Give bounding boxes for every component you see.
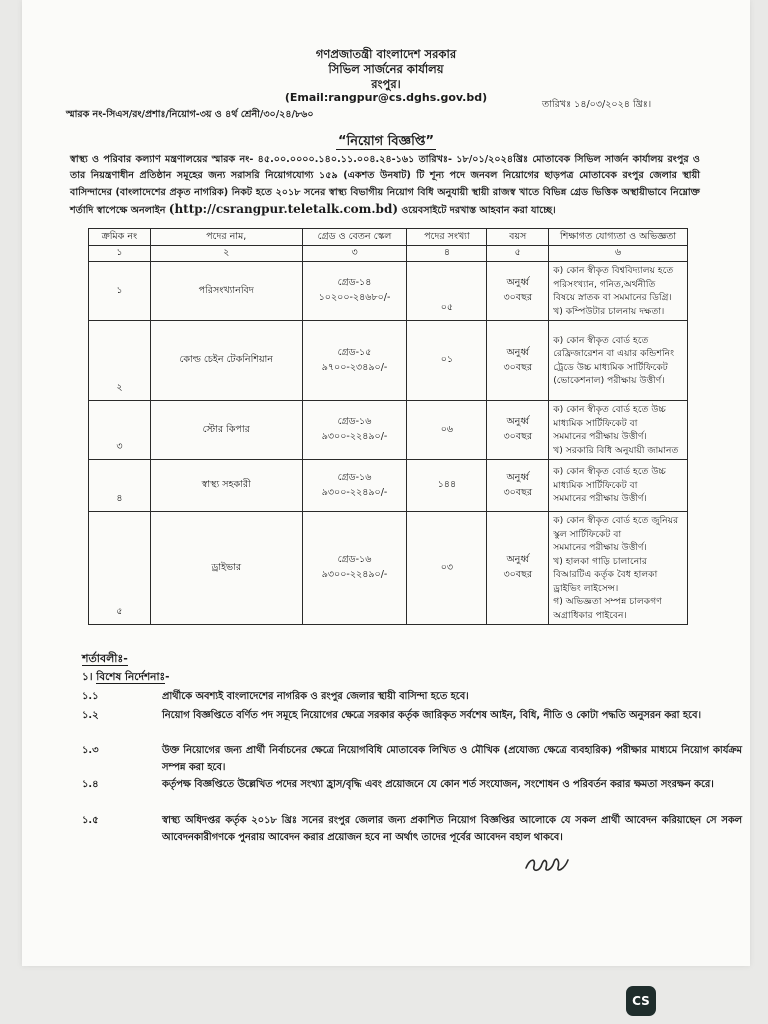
clause-number: ১.৩: [82, 745, 99, 756]
row-qualification: [549, 512, 688, 625]
row-age: [487, 262, 549, 321]
row-serial: ১: [89, 262, 151, 321]
age-limit: অনুর্ধ্ব: [506, 277, 530, 288]
special-instructions-heading: [82, 670, 169, 687]
qualification-line: সমমানের পরীক্ষায় উত্তীর্ণ।: [553, 542, 647, 553]
row-post: স্বাস্থ্য সহকারী: [150, 460, 302, 512]
clause-text: স্বাস্থ্য অধিদপ্তর কর্তৃক ২০১৮ খ্রিঃ সনের রংপুর জেলার জন্য প্রকাশিত নিয়োগ বিজ্ঞপ্তির আলোকে যে সকল প্রার্থী আবেদন করিয়াছেন সে সকল আবেদনকারীগণকে পুনরায় আবেদন করার প্রয়োজন হবে না অর্থাৎ তাদের পূর্বের আবেদন বহাল থাকবে।: [162, 815, 742, 843]
qualification-line: মাধ্যমিক সার্টিফিকেট বা: [553, 479, 638, 491]
qualification-line: ক) কোন স্বীকৃত বিশ্ববিদ্যালয় হতে: [553, 265, 674, 276]
col-number: ৬: [549, 246, 688, 262]
row-count: ০৬: [407, 401, 487, 460]
camscanner-logo: [626, 986, 656, 1016]
row-count: ০৩: [407, 512, 487, 625]
qualification-line: ক) কোন স্বীকৃত বোর্ড হতে: [553, 334, 649, 346]
qualification-line: ক) কোন স্বীকৃত বোর্ড হতে উচ্চ: [553, 404, 666, 415]
intro-paragraph: [70, 152, 700, 219]
clause-number: ১.৫: [82, 815, 99, 826]
row-post: পরিসংখ্যানবিদ: [150, 262, 302, 321]
header-age: বয়স: [487, 229, 549, 246]
notice-date: তারিখঃ ১৪/০৩/২০২৪ খ্রিঃ।: [542, 99, 652, 110]
vacancy-table: [88, 228, 688, 625]
table-row: [89, 460, 688, 512]
signature-mark: [522, 852, 574, 876]
age-limit: অনুর্ধ্ব: [506, 346, 530, 358]
conditions-heading-text: শর্তাবলীঃ-: [82, 652, 128, 665]
govt-name: গণপ্রজাতন্ত্রী বাংলাদেশ সরকার: [315, 47, 457, 61]
row-qualification: [549, 321, 688, 401]
row-post: স্টোর কিপার: [150, 401, 302, 460]
table-row: [89, 512, 688, 625]
pay-scale: ১০২০০-২৪৬৮০/-: [318, 292, 391, 303]
age-years: ৩০বছর: [503, 361, 533, 373]
row-grade: [302, 262, 407, 321]
row-grade: [302, 512, 407, 625]
special-instructions-suffix: ঃ-: [165, 671, 170, 683]
row-age: [487, 401, 549, 460]
qualification-line: সমমানের পরীক্ষায় উত্তীর্ণ।: [553, 431, 647, 442]
memo-number: স্মারক নং-সিএস/রং/প্রশাঃ/নিয়োগ-৩য় ও ৪র্থ শ্রেনী/৩০/২৪/৮৬০: [66, 109, 314, 120]
col-number: ৩: [302, 246, 407, 262]
table-row: [89, 262, 688, 321]
qualification-line: বিষয়ে স্নাতক বা সমমানের ডিগ্রি।: [553, 292, 672, 303]
office-name: সিভিল সার্জনের কার্যালয়: [328, 62, 444, 76]
table-header-row: [89, 229, 688, 246]
grade-name: গ্রেড-১৬: [337, 416, 372, 427]
row-qualification: [549, 262, 688, 321]
qualification-line: পরিসংখ্যান, গনিত,অর্থনীতি: [553, 278, 656, 290]
camscanner-logo-text: CS: [632, 994, 650, 1008]
age-years: ৩০বছর: [503, 569, 533, 580]
clause-number: ১.৪: [82, 779, 99, 790]
col-number: ৪: [407, 246, 487, 262]
row-age: [487, 321, 549, 401]
age-limit: অনুর্ধ্ব: [506, 471, 530, 483]
header-count: পদের সংখ্যা: [407, 229, 487, 246]
table-column-number-row: [89, 246, 688, 262]
conditions-heading: [82, 650, 128, 669]
pay-scale: ৯৭০০-২৩৪৯০/-: [321, 361, 388, 373]
qualification-line: খ) হালকা গাড়ি চালানোর: [553, 555, 647, 567]
row-age: [487, 460, 549, 512]
office-location: রংপুর।: [371, 77, 401, 91]
col-number: ১: [89, 246, 151, 262]
row-post: কোল্ড চেইন টেকনিশিয়ান: [150, 321, 302, 401]
clause-number: ১.১: [82, 691, 99, 702]
qualification-line: রেফ্রিজারেশন বা এয়ার কন্ডিশনিং: [553, 348, 675, 359]
age-years: ৩০বছর: [503, 431, 533, 442]
pay-scale: ৯৩০০-২২৪৯০/-: [321, 569, 388, 580]
row-serial: ৩: [89, 401, 151, 460]
clause-text: প্রার্থীকে অবশ্যই বাংলাদেশের নাগরিক ও রংপুর জেলার স্থায়ী বাসিন্দা হতে হবে।: [162, 691, 469, 702]
grade-name: গ্রেড-১৬: [337, 554, 372, 565]
row-serial: ৫: [89, 512, 151, 625]
clause-text: কর্তৃপক্ষ বিজ্ঞপ্তিতে উল্লেখিত পদের সংখ্যা হ্রাস/বৃদ্ধি এবং প্রয়োজনে যে কোন শর্ত সংযোজন, সংশোধন ও পরিবর্তন করার ক্ষমতা সংরক্ষন করে।: [162, 779, 714, 790]
row-qualification: [549, 401, 688, 460]
col-number: ৫: [487, 246, 549, 262]
pay-scale: ৯৩০০-২২৪৯০/-: [321, 431, 388, 442]
age-years: ৩০বছর: [503, 292, 533, 303]
special-instructions-label: বিশেষ নির্দেশনা: [96, 671, 166, 683]
clause-number: ১.২: [82, 710, 99, 721]
table-row: [89, 321, 688, 401]
header-serial: ক্রমিক নং: [89, 229, 151, 246]
qualification-line: খ) কম্পিউটার চালনায় দক্ষতা।: [553, 305, 665, 317]
header-post: পদের নাম,: [150, 229, 302, 246]
grade-name: গ্রেড-১৪: [337, 277, 372, 288]
row-serial: ৪: [89, 460, 151, 512]
row-grade: [302, 460, 407, 512]
row-count: ০১: [407, 321, 487, 401]
grade-name: গ্রেড-১৬: [337, 471, 372, 483]
age-limit: অনুর্ধ্ব: [506, 554, 530, 565]
clause-text: নিয়োগ বিজ্ঞপ্তিতে বর্ণিত পদ সমূহে নিয়োগের ক্ষেত্রে সরকার কর্তৃক জারিকৃত সর্বশেষ আইন, বিধি, নীতি ও কোটা পদ্ধতি অনুসরন করা হবে।: [162, 710, 701, 721]
qualification-line: ক) কোন স্বীকৃত বোর্ড হতে জুনিয়র: [553, 515, 679, 526]
row-qualification: [549, 460, 688, 512]
intro-tail: ওয়েবসাইটে দরখাস্ত আহবান করা যাচ্ছে।: [401, 204, 556, 216]
row-serial: ২: [89, 321, 151, 401]
header-grade: গ্রেড ও বেতন স্কেল: [302, 229, 407, 246]
row-post: ড্রাইভার: [150, 512, 302, 625]
age-limit: অনুর্ধ্ব: [506, 416, 530, 427]
application-url[interactable]: (http://csrangpur.teletalk.com.bd): [168, 201, 399, 216]
qualification-line: মাধ্যমিক সার্টিফিকেট বা: [553, 417, 638, 429]
office-email: (Email:rangpur@cs.dghs.gov.bd): [284, 91, 488, 104]
qualification-line: (ভোকেশনাল) পরীক্ষায় উত্তীর্ণ।: [553, 375, 665, 386]
row-grade: [302, 321, 407, 401]
notice-title: [22, 132, 750, 153]
header-qualification: শিক্ষাগত যোগ্যতা ও অভিজ্ঞতা: [549, 229, 688, 246]
document-page: [22, 0, 750, 966]
clause-text: উক্ত নিয়োগের জন্য প্রার্থী নির্বাচনের ক্ষেত্রে নিয়োগবিধি মোতাবেক লিখিত ও মৌখিক (প্রযোজ্য ক্ষেত্রে ব্যবহারিক) পরীক্ষার মাধ্যমে নিয়োগ কার্যক্রম সম্পন্ন করা হবে।: [162, 745, 742, 773]
age-years: ৩০বছর: [503, 486, 533, 498]
qualification-line: ড্রাইভিং লাইসেন্স।: [553, 582, 619, 594]
intro-text: স্বাস্থ্য ও পরিবার কল্যাণ মন্ত্রণালয়ের স্মারক নং- ৪৫.০০.০০০০.১৪০.১১.০০৪.২৪-১৬১ তারিখঃ- ১৮/০১/২০২৪খ্রিঃ মোতাবেক সিভিল সার্জন কার্যালয় রংপুর ও তার নিয়ন্ত্রণাধীন প্রতিষ্ঠান সমূহের জন্য সরাসরি নিয়োগযোগ্য ১৫৯ (একশত উনষাট) টি শূন্য পদে জনবল নিয়োগের ছাড়পত্র মোতাবেক রংপুর জেলার স্থায়ী বাসিন্দাদের (বাংলাদেশের প্রকৃত নাগরিক) নিকট হতে ২০১৮ সনের স্বাস্থ্য বিভাগীয় নিয়োগ বিধি অনুযায়ী স্থায়ী রাজস্ব খাতে বিভিন্ন গ্রেড ভিত্তিক অস্থায়ীভাবে নিম্নোক্ত শর্তাদি স্বাপেক্ষে অনলাইন: [70, 154, 700, 216]
row-grade: [302, 401, 407, 460]
special-instructions-number: ১।: [82, 671, 93, 683]
grade-name: গ্রেড-১৫: [337, 346, 372, 358]
row-age: [487, 512, 549, 625]
row-count: ১৪৪: [407, 460, 487, 512]
col-number: ২: [150, 246, 302, 262]
notice-title-text: “নিয়োগ বিজ্ঞপ্তি”: [337, 134, 435, 149]
qualification-line: অগ্রাধিকার পাইবেন।: [553, 609, 627, 621]
qualification-line: বিআরটিএ কর্তৃক বৈধ হালকা: [553, 569, 658, 580]
qualification-line: ক) কোন স্বীকৃত বোর্ড হতে উচ্চ: [553, 466, 666, 478]
qualification-line: সমমানের পরীক্ষায় উত্তীর্ণ।: [553, 493, 647, 505]
row-count: ০৫: [407, 262, 487, 321]
qualification-line: স্কুল সার্টিফিকেট বা: [553, 528, 622, 540]
qualification-line: ট্রেডে উচ্চ মাধ্যমিক সার্টিফিকেট: [553, 361, 668, 373]
qualification-line: খ) সরকারি বিধি অনুযায়ী জামানত: [553, 444, 679, 456]
table-row: [89, 401, 688, 460]
pay-scale: ৯৩০০-২২৪৯০/-: [321, 486, 388, 498]
qualification-line: গ) অভিজ্ঞতা সম্পন্ন চালকগণ: [553, 596, 662, 607]
